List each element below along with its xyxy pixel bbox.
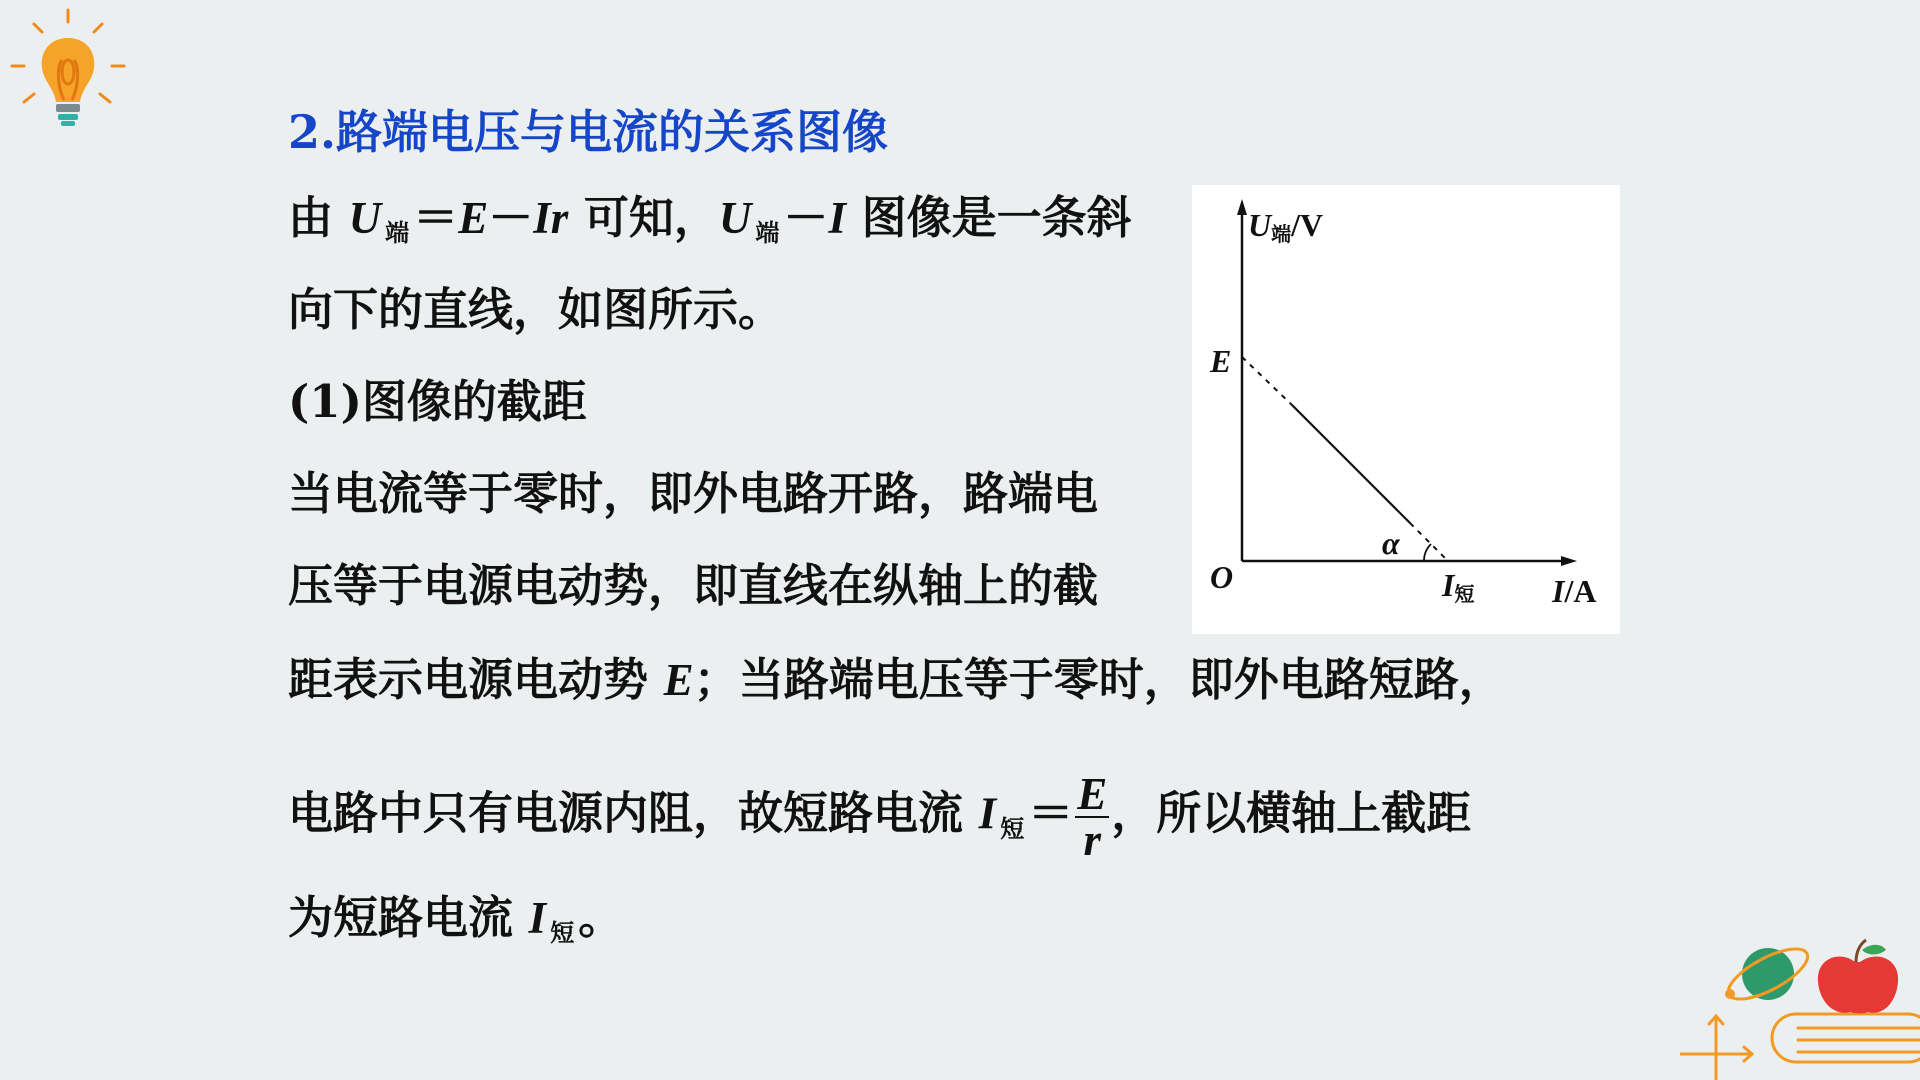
paragraph-line-4: 压等于电源电动势，即直线在纵轴上的截 [288,559,1099,612]
x-intercept-label: I短 [1442,567,1475,606]
y-intercept-label: E [1210,343,1232,379]
angle-arc [1424,544,1431,561]
paragraph-line-2: 向下的直线，如图所示。 [288,283,784,336]
subheading: (1)图像的截距 [288,375,587,428]
u-i-line [1292,405,1410,523]
paragraph-line-1: 由 U $_端$＝E－Ir 可知，U $_端$－I 图像是一条斜 [288,191,1132,247]
paragraph-line-7: 为短路电流 I $_短$。 [288,891,624,947]
y-axis-label: U端/V [1248,207,1324,246]
dashed-extension-top [1242,357,1292,405]
origin-label: O [1210,559,1234,595]
paragraph-line-3: 当电流等于零时，即外电路开路，路端电 [288,467,1099,520]
x-axis-label: I/A [1552,573,1597,609]
lightbulb-icon [6,6,128,132]
angle-label: α [1382,525,1400,561]
u-i-graph [1192,185,1620,634]
education-decoration-icon [1680,920,1920,1080]
paragraph-line-5: 距表示电源电动势 E；当路端电压等于零时，即外电路短路， [288,653,1504,706]
section-heading: 2.路端电压与电流的关系图像 [288,105,889,159]
paragraph-line-6: 电路中只有电源内阻，故短路电流 I $_短$＝ $\frac{E}{r}$ ，所以横轴上截距 [288,769,1472,865]
dashed-extension-bottom [1410,523,1448,561]
fraction-e-over-r: $\frac{E}{r}$ [1077,769,1108,865]
